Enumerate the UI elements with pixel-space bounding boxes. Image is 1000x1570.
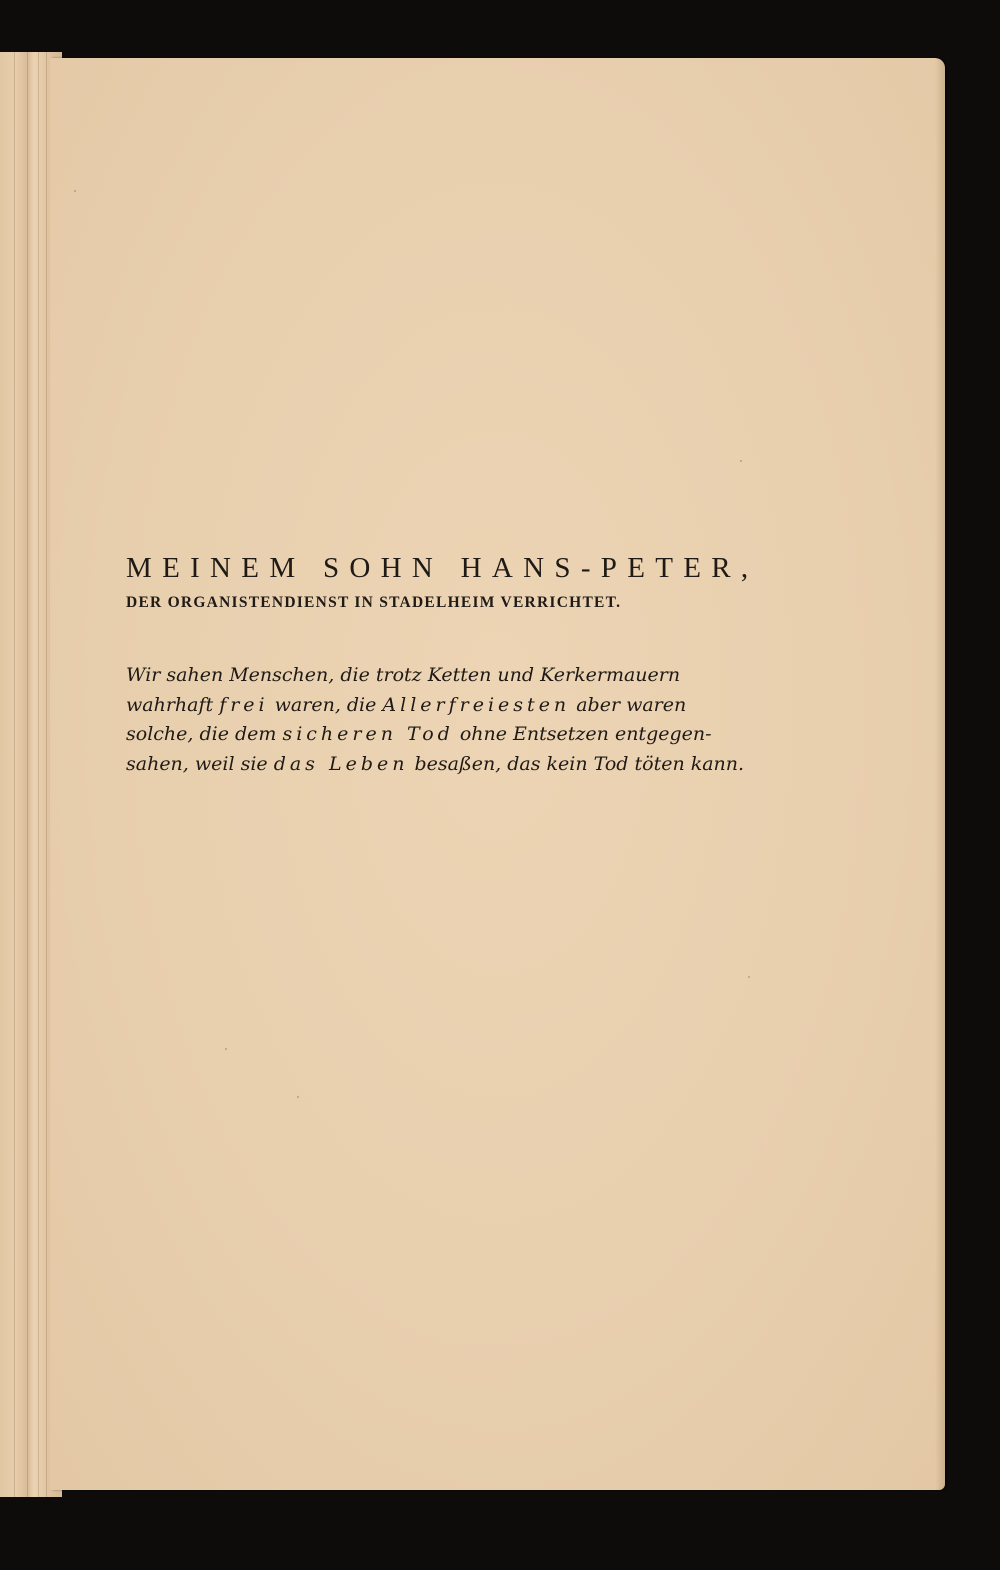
dedication-block [126,548,759,779]
paper-speck [225,1048,227,1050]
quote-text: ohne Entsetzen entgegen- [453,723,712,745]
epigraph-quote [126,661,745,779]
paper-speck [740,460,742,462]
paper-speck [748,976,750,978]
quote-emphasis: Allerfreiesten [382,693,571,716]
quote-line [126,661,730,691]
quote-text: sahen, weil sie [126,752,274,775]
quote-line [126,691,730,721]
paper-speck [297,1096,299,1098]
quote-text: solche, die dem [126,723,283,745]
quote-line [126,720,730,750]
quote-text: Wir sahen Menschen, die trotz Ketten und Kerkermauern [126,664,681,686]
dedication-title: MEINEM SOHN HANS-PETER, [126,552,759,584]
quote-text: besaßen, das kein Tod töten kann. [408,752,745,775]
quote-emphasis: das Leben [273,752,409,775]
quote-text: wahrhaft [126,693,220,716]
quote-line [126,750,745,780]
quote-emphasis: sicheren Tod [282,723,454,745]
paper-speck [74,190,76,192]
quote-text: aber waren [570,693,687,716]
quote-text: waren, die [268,693,383,716]
quote-emphasis: frei [219,693,269,716]
dedication-subtitle: DER ORGANISTENDIENST IN STADELHEIM VERRICHTET. [126,594,622,611]
